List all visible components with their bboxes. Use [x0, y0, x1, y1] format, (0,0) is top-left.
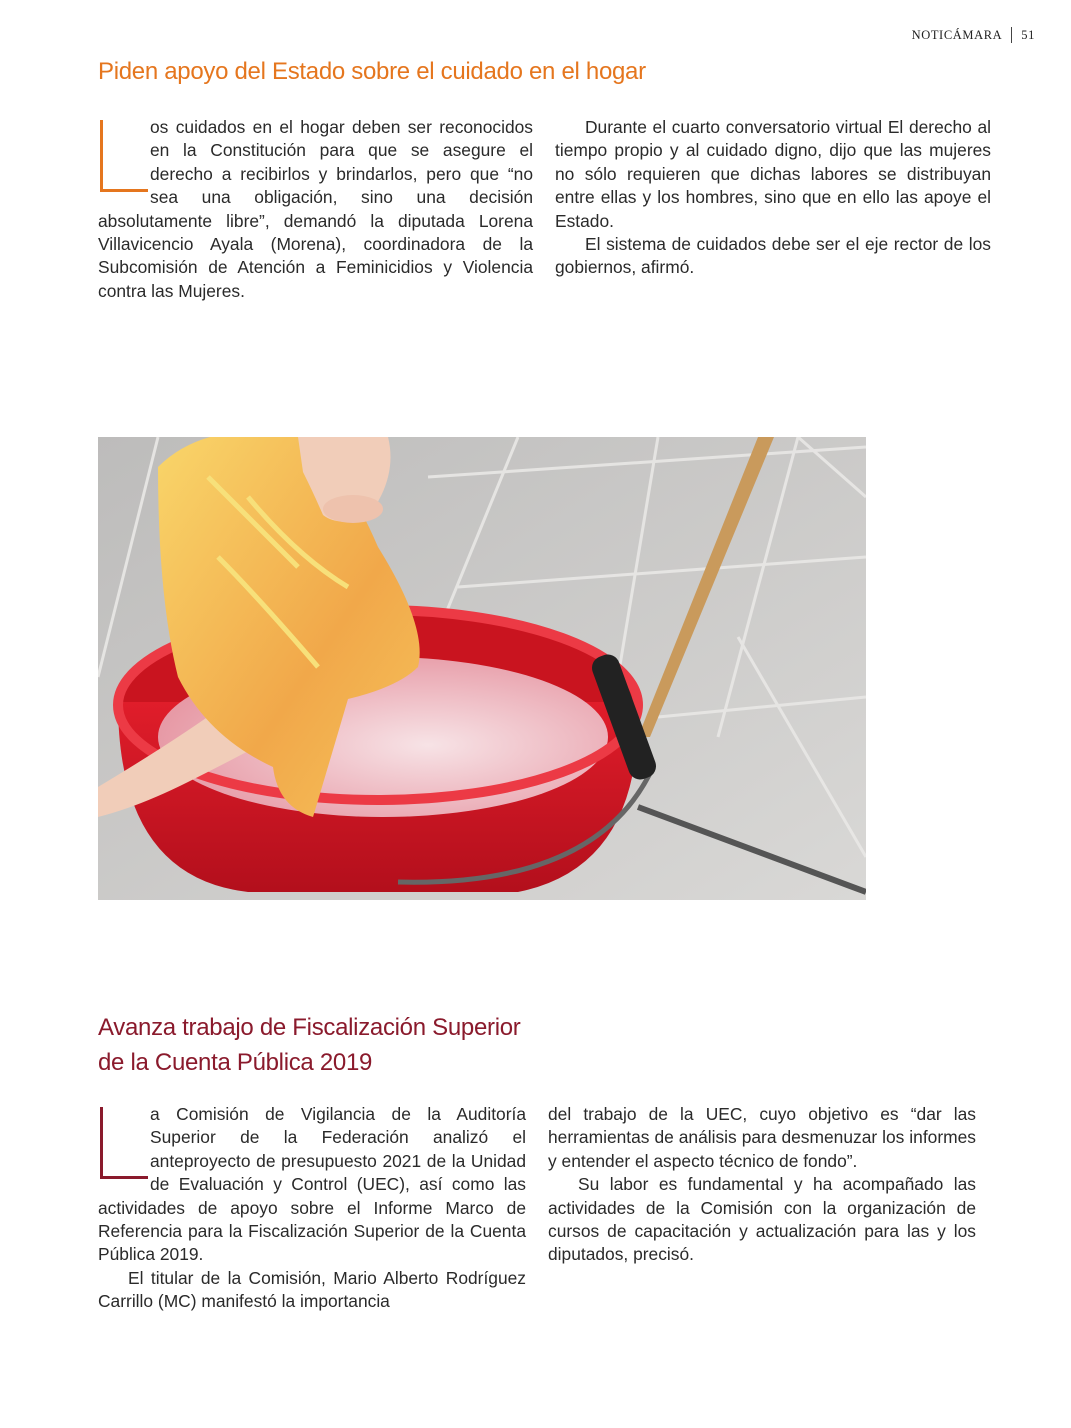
article2-paragraph: Su labor es fundamental y ha acompañado las actividades de la Comisión con la organización de cursos de capacitación y actualización para las y los diputados, precisó.	[548, 1174, 976, 1265]
dropcap-horizontal-stroke	[100, 1176, 148, 1179]
article1-paragraph: El sistema de cuidados debe ser el eje rector de los gobiernos, afirmó.	[555, 234, 991, 278]
article2-column-right	[548, 1103, 976, 1267]
article2-column-left	[98, 1103, 526, 1314]
article1-column-right	[555, 116, 991, 280]
dropcap-vertical-stroke	[100, 1107, 103, 1179]
article2-dropcap	[98, 1103, 144, 1189]
article2-title-line1: Avanza trabajo de Fiscalización Superior	[98, 1014, 521, 1041]
article2-title-line2: de la Cuenta Pública 2019	[98, 1049, 373, 1076]
publication-name: NOTICÁMARA	[911, 27, 1003, 42]
page-number: 51	[1021, 27, 1035, 42]
article2-paragraph: El titular de la Comisión, Mario Alberto Rodríguez Carrillo (MC) manifestó la importancia	[98, 1267, 526, 1312]
article1-paragraph: Durante el cuarto conversatorio virtual El derecho al tiempo propio y al cuidado digno, dijo que las mujeres no sólo requieren que dichas labores se distribuyan entre ellas y los hombres, sino que en ello las apoye el Estado.	[555, 117, 991, 231]
running-header	[912, 27, 1035, 43]
article1-title: Piden apoyo del Estado sobre el cuidado en el hogar	[98, 58, 646, 85]
cleaning-bucket-photo	[98, 437, 866, 900]
header-divider	[1011, 27, 1012, 43]
dropcap-vertical-stroke	[100, 120, 103, 192]
dropcap-horizontal-stroke	[100, 189, 148, 192]
article2-title	[98, 1010, 558, 1080]
article2-paragraph: a Comisión de Vigilancia de la Auditoría Superior de la Federación analizó el anteproyecto de presupuesto 2021 de la Unidad de Evaluación y Control (UEC), así como las actividades de apoyo sobre el Informe Marco de Referencia para la Fiscalización Superior de la Cuenta Pública 2019.	[98, 1104, 526, 1265]
article1-dropcap	[98, 116, 144, 202]
article1-paragraph: os cuidados en el hogar deben ser reconocidos en la Constitución para que se asegure el derecho a recibirlos y brindarlos, pero que “no sea una obligación, sino una decisión absolutamente libre”, demandó la diputada Lorena Villavicencio Ayala (Morena), coordinadora de la Subcomisión de Atención a Feminicidios y Violencia contra las Mujeres.	[98, 117, 533, 301]
article2-paragraph: del trabajo de la UEC, cuyo objetivo es “dar las herramientas de análisis para desmenuzar los informes y entender el aspecto técnico de fondo”.	[548, 1104, 976, 1171]
article1-column-left	[98, 116, 533, 303]
